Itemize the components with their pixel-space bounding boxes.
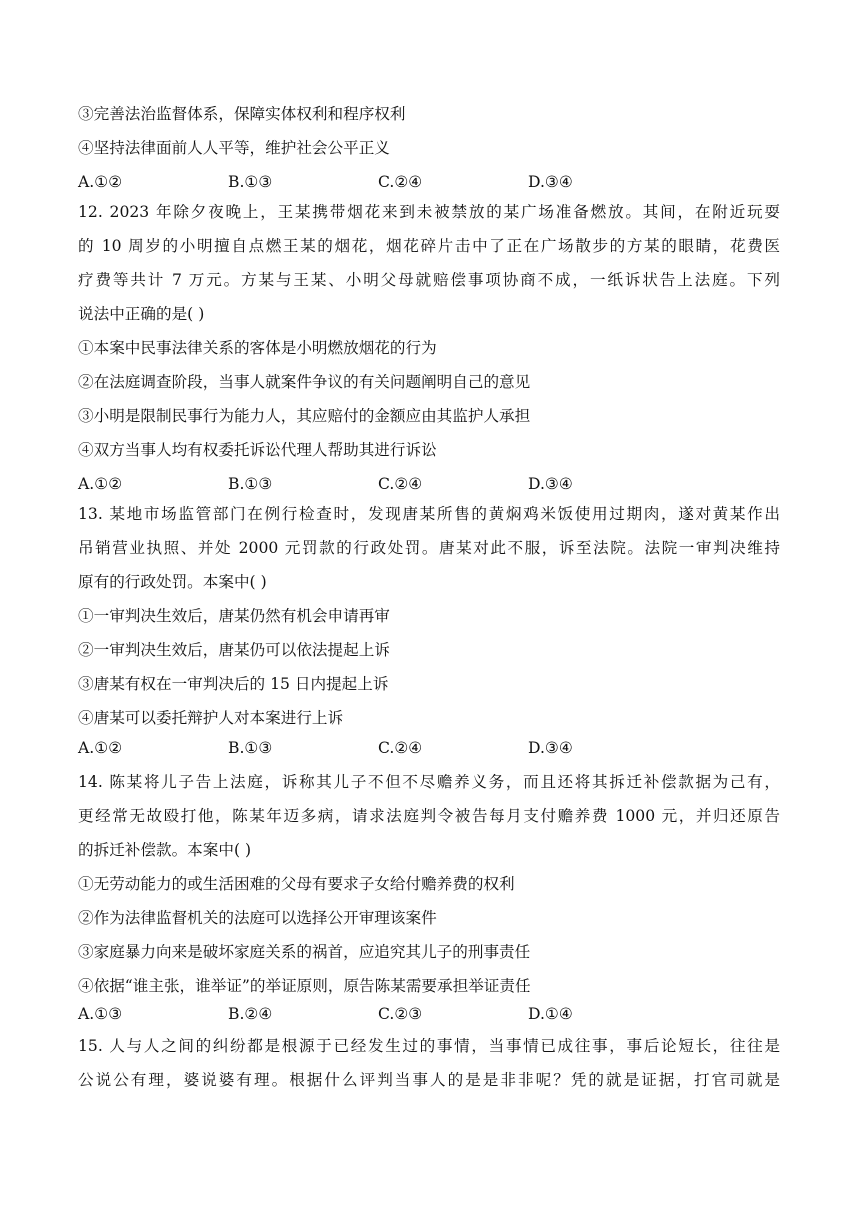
q12-option-2: ②在法庭调查阶段，当事人就案件争议的有关问题阐明自己的意见 [78, 373, 531, 391]
q14-stem-line-1: 14. 陈某将儿子告上法庭，诉称其儿子不但不尽赡养义务，而且还将其拆迁补偿款据为己有， [78, 773, 780, 791]
q12-choice-b: B.①③ [228, 475, 273, 493]
q12-option-3: ③小明是限制民事行为能力人，其应赔付的金额应由其监护人承担 [78, 407, 531, 425]
q11-option-3: ③完善法治监督体系，保障实体权利和程序权利 [78, 105, 406, 123]
q13-option-2: ②一审判决生效后，唐某仍可以依法提起上诉 [78, 641, 390, 659]
q13-stem-line-2: 吊销营业执照、并处 2000 元罚款的行政处罚。唐某对此不服，诉至法院。法院一审判决维持 [78, 539, 780, 557]
q13-choice-c: C.②④ [378, 739, 423, 757]
q14-stem-line-3: 的拆迁补偿款。本案中( ) [78, 841, 252, 859]
q13-stem-line-3: 原有的行政处罚。本案中( ) [78, 573, 267, 591]
q12-choice-d: D.③④ [528, 475, 573, 493]
q12-stem-line-4: 说法中正确的是( ) [78, 305, 205, 323]
q14-choice-a: A.①③ [78, 1005, 123, 1023]
q12-stem-line-3: 疗费等共计 7 万元。方某与王某、小明父母就赔偿事项协商不成，一纸诉状告上法庭。下列 [78, 271, 780, 289]
q14-choice-c: C.②③ [378, 1005, 423, 1023]
q11-choice-a: A.①② [78, 173, 123, 191]
q12-stem-line-2: 的 10 周岁的小明擅自点燃王某的烟花，烟花碎片击中了正在广场散步的方某的眼睛，花费医 [78, 237, 780, 255]
q11-option-4: ④坚持法律面前人人平等，维护社会公平正义 [78, 139, 390, 157]
q12-choice-c: C.②④ [378, 475, 423, 493]
q11-choice-c: C.②④ [378, 173, 423, 191]
q12-option-1: ①本案中民事法律关系的客体是小明燃放烟花的行为 [78, 339, 437, 357]
q13-choice-a: A.①② [78, 739, 123, 757]
q12-option-4: ④双方当事人均有权委托诉讼代理人帮助其进行诉讼 [78, 441, 437, 459]
q15-stem-line-1: 15. 人与人之间的纠纷都是根源于已经发生过的事情，当事情已成往事，事后论短长，往往是 [78, 1037, 780, 1055]
q11-choice-b: B.①③ [228, 173, 273, 191]
q13-option-4: ④唐某可以委托辩护人对本案进行上诉 [78, 709, 344, 727]
q13-choice-b: B.①③ [228, 739, 273, 757]
q12-choice-a: A.①② [78, 475, 123, 493]
q11-choice-d: D.③④ [528, 173, 573, 191]
q13-option-1: ①一审判决生效后，唐某仍然有机会申请再审 [78, 607, 390, 625]
q13-option-3: ③唐某有权在一审判决后的 15 日内提起上诉 [78, 675, 389, 693]
q14-stem-line-2: 更经常无故殴打他，陈某年迈多病，请求法庭判令被告每月支付赡养费 1000 元，并归还原告 [78, 807, 780, 825]
q13-stem-line-1: 13. 某地市场监管部门在例行检查时，发现唐某所售的黄焖鸡米饭使用过期肉，遂对黄某作出 [78, 505, 780, 523]
q13-choice-d: D.③④ [528, 739, 573, 757]
q14-choice-b: B.②④ [228, 1005, 273, 1023]
q14-option-3: ③家庭暴力向来是破坏家庭关系的祸首，应追究其儿子的刑事责任 [78, 943, 531, 961]
q14-option-2: ②作为法律监督机关的法庭可以选择公开审理该案件 [78, 909, 437, 927]
q14-option-1: ①无劳动能力的或生活困难的父母有要求子女给付赡养费的权利 [78, 875, 515, 893]
q12-stem-line-1: 12. 2023 年除夕夜晚上，王某携带烟花来到未被禁放的某广场准备燃放。其间，在附近玩耍 [78, 203, 780, 221]
q15-stem-line-2: 公说公有理，婆说婆有理。根据什么评判当事人的是是非非呢？凭的就是证据，打官司就是 [78, 1071, 780, 1089]
q14-choice-d: D.①④ [528, 1005, 573, 1023]
q14-option-4: ④依据“谁主张，谁举证”的举证原则，原告陈某需要承担举证责任 [78, 977, 531, 995]
